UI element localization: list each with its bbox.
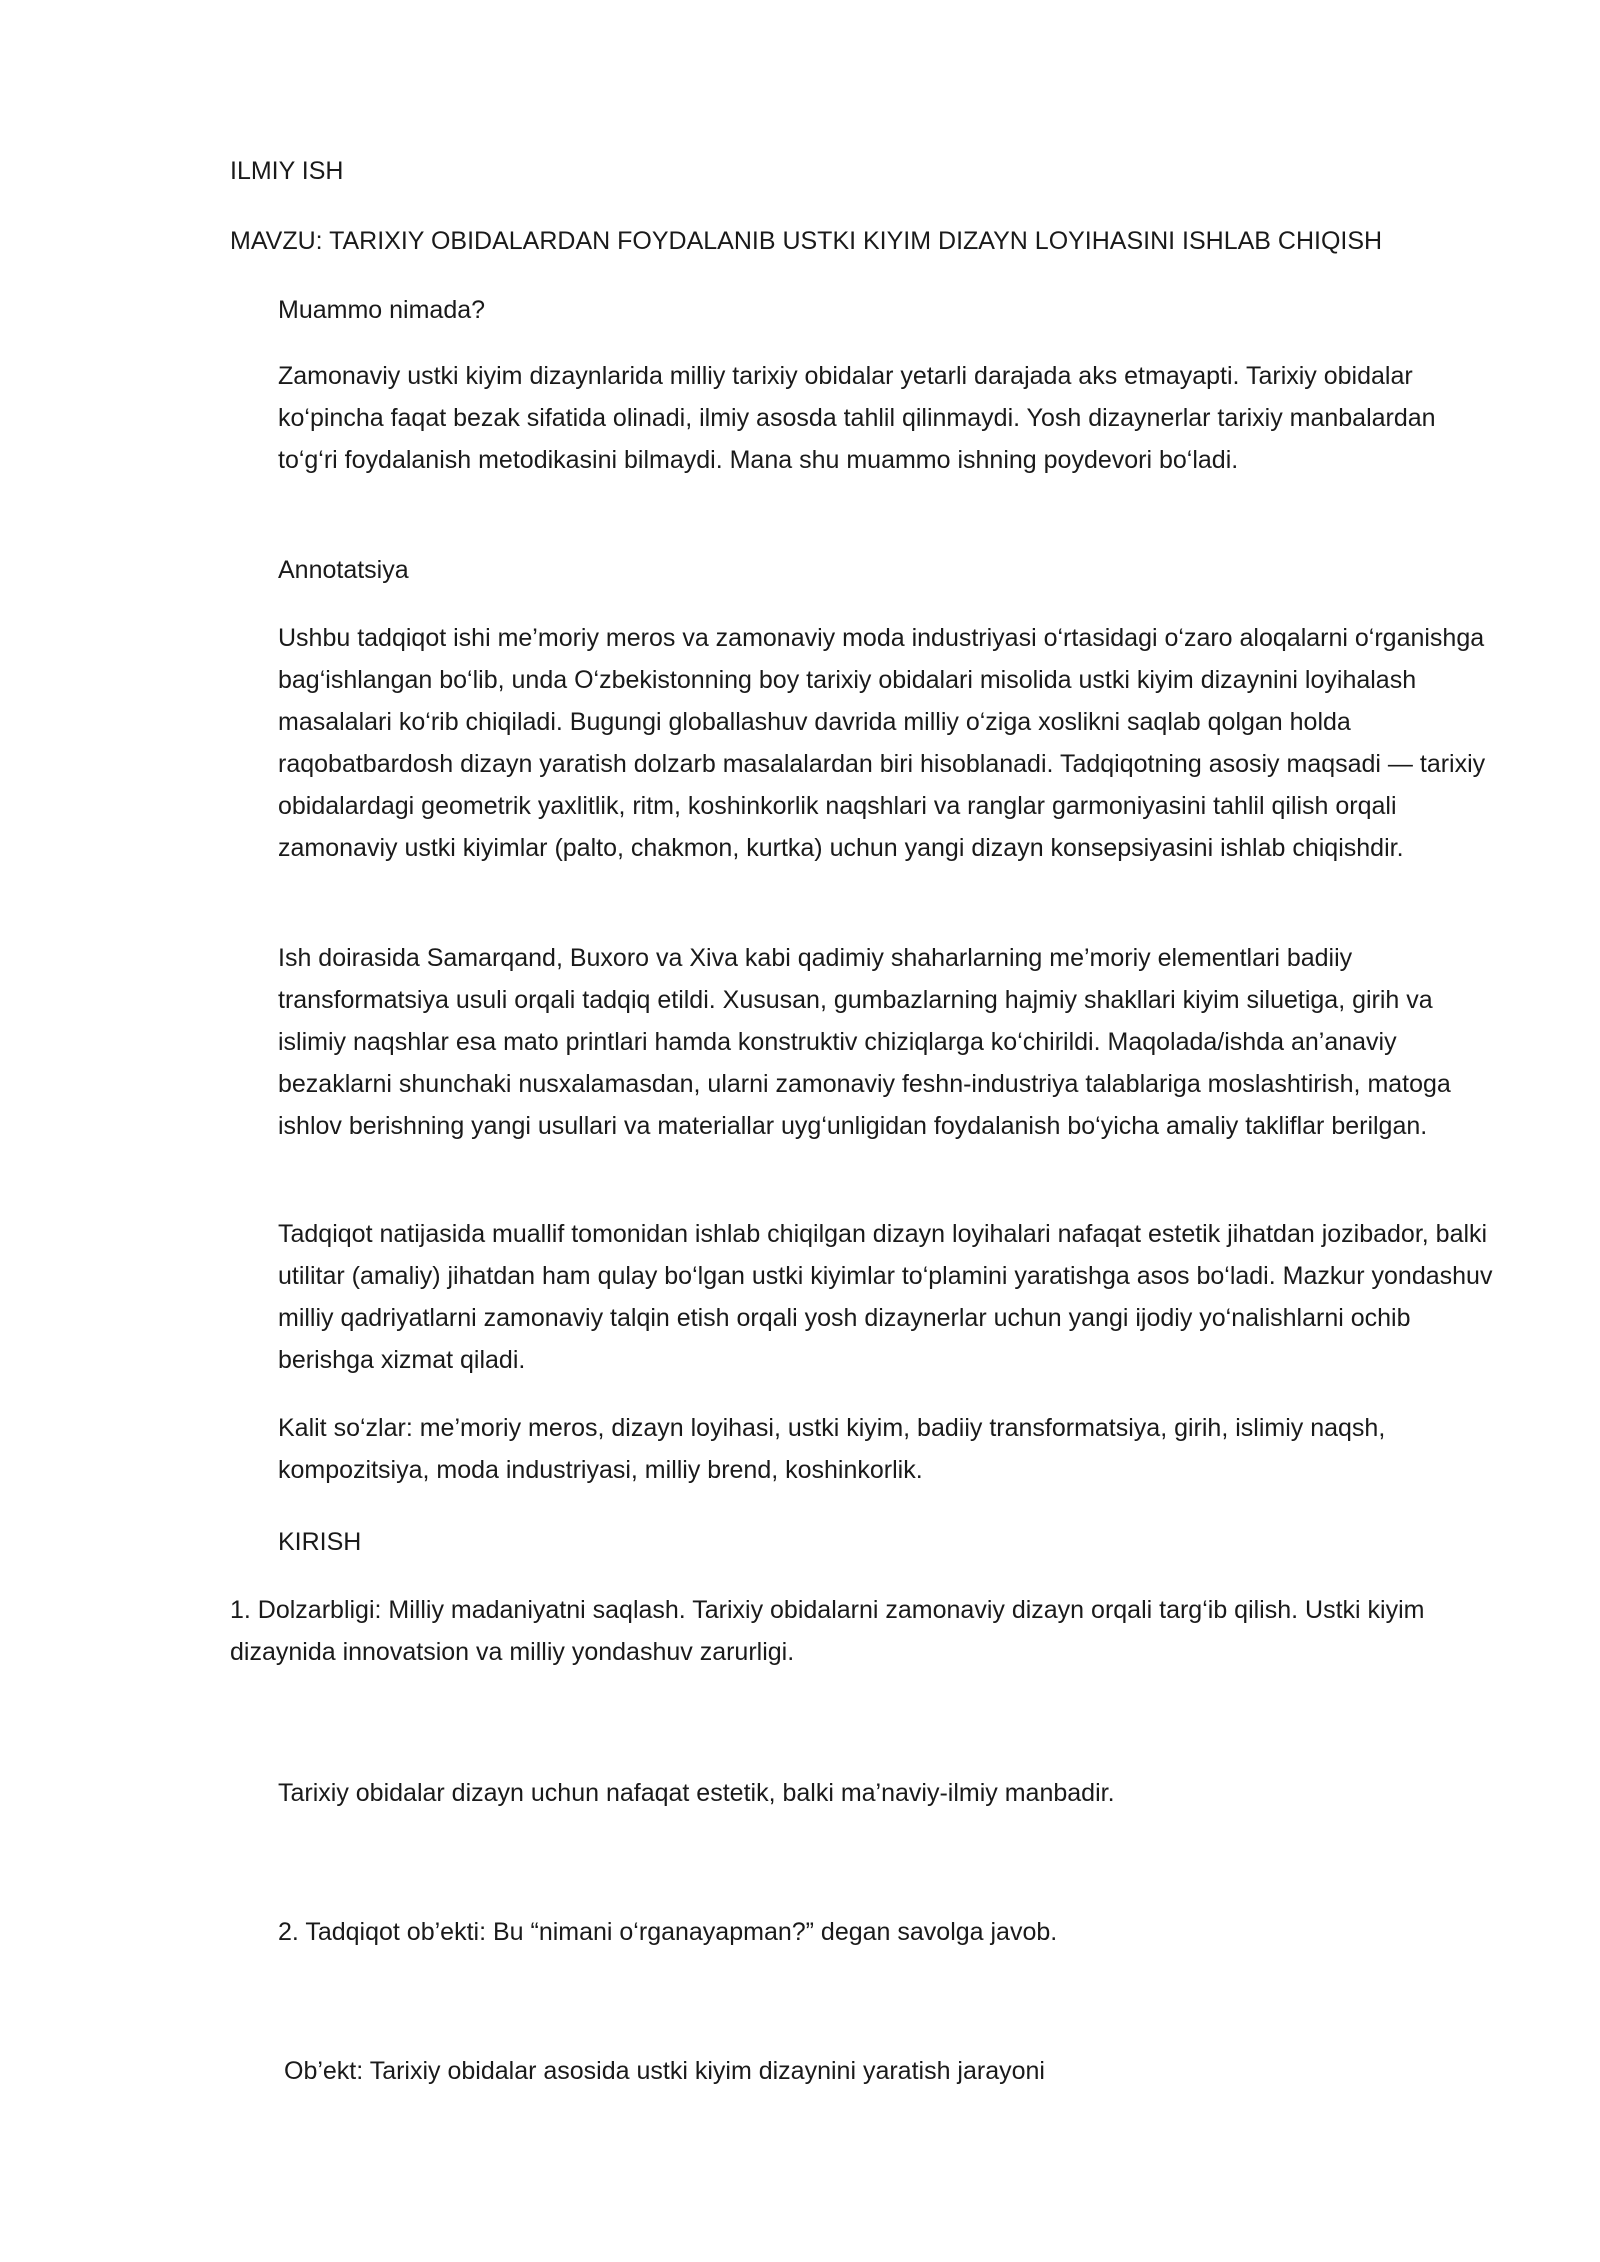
relevance-paragraph: 1. Dolzarbligi: Milliy madaniyatni saqlash. Tarixiy obidalarni zamonaviy dizayn orqali targ‘ib qilish. Ustki kiyim dizaynida innovatsion va milliy yondashuv zarurligi.: [230, 1596, 1425, 1666]
object-answer: Ob’ekt: Tarixiy obidalar asosida ustki kiyim dizaynini yaratish jarayoni: [284, 2057, 1045, 2085]
object-question: 2. Tadqiqot ob’ekti: Bu “nimani o‘rganayapman?” degan savolga javob.: [278, 1918, 1058, 1946]
keywords-paragraph: Kalit so‘zlar: me’moriy meros, dizayn loyihasi, ustki kiyim, badiiy transformatsiya, girih, islimiy naqsh, kompozitsiya, moda industriyasi, milliy brend, koshinkorlik.: [278, 1414, 1386, 1484]
problem-heading: Muammo nimada?: [278, 296, 486, 324]
annotation-heading: Annotatsiya: [278, 556, 409, 584]
problem-paragraph: Zamonaviy ustki kiyim dizaynlarida milliy tarixiy obidalar yetarli darajada aks etmayapti. Tarixiy obidalar ko‘pincha faqat bezak sifatida olinadi, ilmiy asosda tahlil qilinmaydi. Yosh dizaynerlar tarixiy manbalardan to‘g‘ri foydalanish metodikasini bilmaydi. Mana shu muammo ishning poydevori bo‘ladi.: [278, 362, 1436, 474]
document-topic: MAVZU: TARIXIY OBIDALARDAN FOYDALANIB USTKI KIYIM DIZAYN LOYIHASINI ISHLAB CHIQISH: [230, 227, 1383, 255]
intro-heading: KIRISH: [278, 1528, 362, 1556]
monuments-note: Tarixiy obidalar dizayn uchun nafaqat estetik, balki ma’naviy-ilmiy manbadir.: [278, 1779, 1115, 1807]
annotation-paragraph-1: Ushbu tadqiqot ishi me’moriy meros va zamonaviy moda industriyasi o‘rtasidagi o‘zaro aloqalarni o‘rganishga bag‘ishlangan bo‘lib, unda O‘zbekistonning boy tarixiy obidalari misolida ustki kiyim dizaynini loyihalash masalalari ko‘rib chiqiladi. Bugungi globallashuv davrida milliy o‘ziga xoslikni saqlab qolgan holda raqobatbardosh dizayn yaratish dolzarb masalalardan biri hisoblanadi. Tadqiqotning asosiy maqsadi — tarixiy obidalardagi geometrik yaxlitlik, ritm, koshinkorlik naqshlari va ranglar garmoniyasini tahlil qilish orqali zamonaviy ustki kiyimlar (palto, chakmon, kurtka) uchun yangi dizayn konsepsiyasini ishlab chiqishdir.: [278, 624, 1486, 862]
document-label: ILMIY ISH: [230, 157, 344, 185]
annotation-paragraph-2: Ish doirasida Samarqand, Buxoro va Xiva kabi qadimiy shaharlarning me’moriy elementlari badiiy transformatsiya usuli orqali tadqiq etildi. Xususan, gumbazlarning hajmiy shakllari kiyim siluetiga, girih va islimiy naqshlar esa mato printlari hamda konstruktiv chiziqlarga ko‘chirildi. Maqolada/ishda an’anaviy bezaklarni shunchaki nusxalamasdan, ularni zamonaviy feshn-industriya talablariga moslashtirish, matoga ishlov berishning yangi usullari va materiallar uyg‘unligidan foydalanish bo‘yicha amaliy takliflar berilgan.: [278, 944, 1451, 1140]
annotation-paragraph-3: Tadqiqot natijasida muallif tomonidan ishlab chiqilgan dizayn loyihalari nafaqat estetik jihatdan jozibador, balki utilitar (amaliy) jihatdan ham qulay bo‘lgan ustki kiyimlar to‘plamini yaratishga asos bo‘ladi. Mazkur yondashuv milliy qadriyatlarni zamonaviy talqin etish orqali yosh dizaynerlar uchun yangi ijodiy yo‘nalishlarni ochib berishga xizmat qiladi.: [278, 1220, 1493, 1374]
